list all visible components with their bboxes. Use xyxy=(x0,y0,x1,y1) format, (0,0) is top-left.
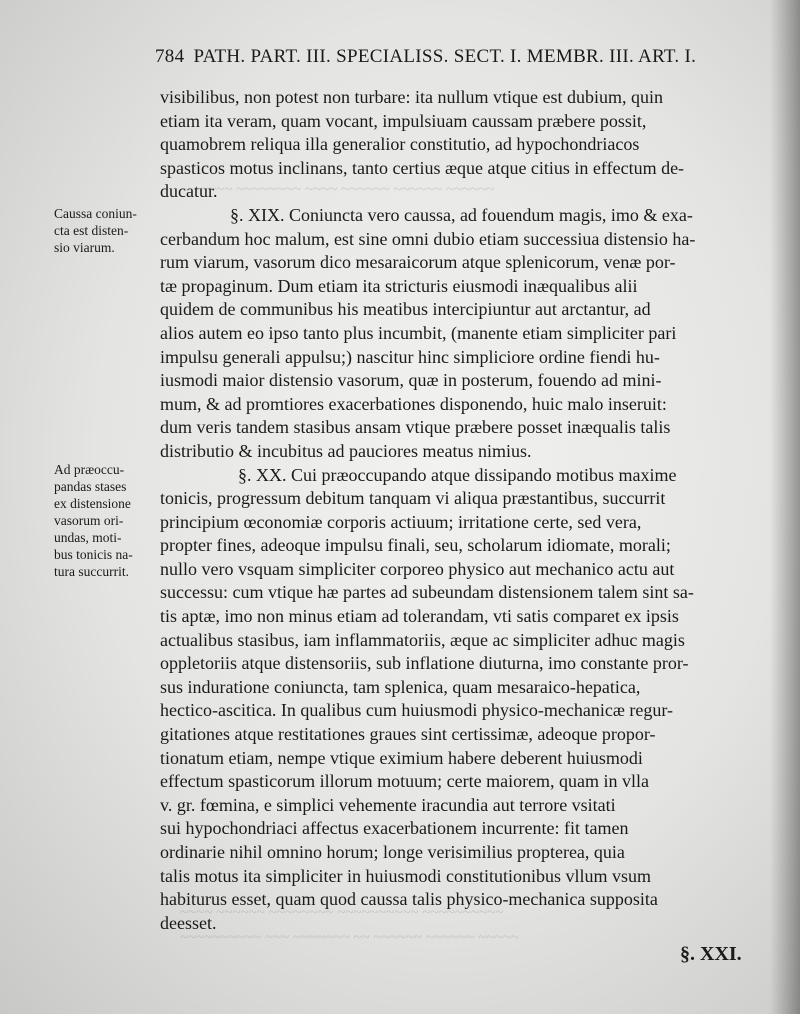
section-xix-line: §. XIX. Coniuncta vero caussa, ad fouendum magis, imo & exa- xyxy=(230,204,693,225)
margin-note-caussa xyxy=(54,205,162,256)
margin-note-line: pandas stases xyxy=(54,479,127,494)
margin-note-line: sio viarum. xyxy=(54,240,115,255)
text-line: alios autem eo ipso tanto plus incumbit, (manente etiam simpliciter pari xyxy=(160,322,677,343)
text-line: tionatum etiam, nempe vtique eximium habere deberent huiusmodi xyxy=(160,747,643,768)
show-through-text: ~~~~ ~~~~~~~~ ~~~~ ~~~~~~ ~~~~~~ ~~~~~~ xyxy=(200,182,495,198)
text-line: etiam ita veram, quam vocant, impulsiuam caussam præbere possit, xyxy=(160,110,647,131)
text-line: tonicis, progressum debitum tanquam vi aliqua præstantibus, succurrit xyxy=(160,488,666,509)
margin-note-line: tura succurrit. xyxy=(54,564,129,579)
text-line: quamobrem reliqua illa generalior constitutio, ad hypochondriacos xyxy=(160,134,640,155)
running-title: PATH. PART. III. SPECIALISS. SECT. I. MEMBR. III. ART. I. xyxy=(193,46,697,67)
text-line: quidem de communibus his meatibus intercipiuntur aut arctantur, ad xyxy=(160,299,651,320)
text-line: cerbandum hoc malum, est sine omni dubio etiam successiua distensio ha- xyxy=(160,228,696,249)
text-line: impulsu generali appulsu;) nascitur hinc simpliciore ordine fiendi hu- xyxy=(160,346,660,367)
section-xx-line: §. XX. Cui præoccupando atque dissipando motibus maxime xyxy=(238,464,677,485)
text-line: deesset. xyxy=(160,912,217,933)
show-through-text: ~~~~~~~~~~ ~~~ ~~~~~~~ ~~ ~~~~~~ ~~~~~~ ~~~~~ xyxy=(180,930,519,946)
text-line: effectum spasticorum illorum motuum; certe maiorem, quam in vlla xyxy=(160,771,650,792)
text-line: talis motus ita simpliciter in huiusmodi constitutionibus vllum vsum xyxy=(160,865,652,886)
text-line: propter fines, adeoque impulsu finali, seu, scholarum idiomate, morali; xyxy=(160,535,671,556)
text-line: habiturus esset, quam quod caussa talis physico-mechanica supposita xyxy=(160,889,658,910)
body-text xyxy=(160,86,750,935)
margin-note-line: Caussa coniun- xyxy=(54,206,137,221)
text-line: distributio & incubitus ad pauciores meatus nimius. xyxy=(160,440,532,461)
text-line: nullo vero vsquam simpliciter corporeo physico aut mechanico actu aut xyxy=(160,558,675,579)
page-number: 784 xyxy=(155,46,185,67)
text-line: oppletoriis atque distensoriis, sub inflatione diuturna, imo constante pror- xyxy=(160,653,689,674)
text-line: ordinarie nihil omnino horum; longe verisimilius propterea, quia xyxy=(160,842,625,862)
margin-note-line: Ad præoccu- xyxy=(54,462,125,477)
margin-note-line: bus tonicis na- xyxy=(54,547,133,562)
text-line: v. gr. fœmina, e simplici vehemente iracundia aut terrore vsitati xyxy=(160,794,616,815)
text-line: ducatur. xyxy=(160,181,218,202)
text-line: mum, & ad promtiores exacerbationes disponendo, huic malo inseruit: xyxy=(160,393,667,414)
text-line: spasticos motus inclinans, tanto certius æque atque citius in effectum de- xyxy=(160,157,685,178)
text-line: tæ propaginum. Dum etiam ita stricturis eiusmodi inæqualibus alii xyxy=(160,275,638,296)
show-through-text: ~~~~ ~~~~~~ ~~~~~~~~ ~~~~~~~~~~ ~~~~~~~~~~ xyxy=(180,905,504,921)
text-line: sus induratione coniuncta, tam splenica, quam mesaraico-hepatica, xyxy=(160,676,641,697)
text-line: principium œconomiæ corporis actiuum; irritatione certe, sed vera, xyxy=(160,511,642,532)
text-line: dum veris tandem stasibus ansam vtique præbere posset inæqualis talis xyxy=(160,417,671,438)
page-gutter-shadow xyxy=(770,0,800,1014)
text-line: gitationes atque restitationes graues sint certissimæ, adeoque propor- xyxy=(160,724,656,745)
text-line: rum viarum, vasorum dico mesaraicorum atque splenicorum, venæ por- xyxy=(160,252,676,273)
text-line: hectico-ascitica. In qualibus cum huiusmodi physico-mechanicæ regur- xyxy=(160,700,673,721)
margin-note-line: ex distensione xyxy=(54,496,131,511)
text-line: sui hypochondriaci affectus exacerbationem incurrente: fit tamen xyxy=(160,818,629,839)
margin-note-line: cta est disten- xyxy=(54,223,129,238)
margin-note-line: undas, moti- xyxy=(54,530,122,545)
catchword: §. XXI. xyxy=(680,943,742,965)
text-line: iusmodi maior distensio vasorum, quæ in posterum, fouendo ad mini- xyxy=(160,370,662,391)
margin-note-line: vasorum ori- xyxy=(54,513,124,528)
margin-note-praeoccupandas xyxy=(54,461,162,580)
running-header xyxy=(155,46,755,68)
text-line: tis aptæ, imo non minus etiam ad tolerandam, vti satis comparet ex ipsis xyxy=(160,606,679,627)
text-line: actualibus stasibus, iam inflammatoriis, æque ac simpliciter adhuc magis xyxy=(160,629,685,650)
text-line: successu: cum vtique hæ partes ad subeundam distensionem talem sint sa- xyxy=(160,582,694,603)
text-line: visibilibus, non potest non turbare: ita nullum vtique est dubium, quin xyxy=(160,87,663,107)
